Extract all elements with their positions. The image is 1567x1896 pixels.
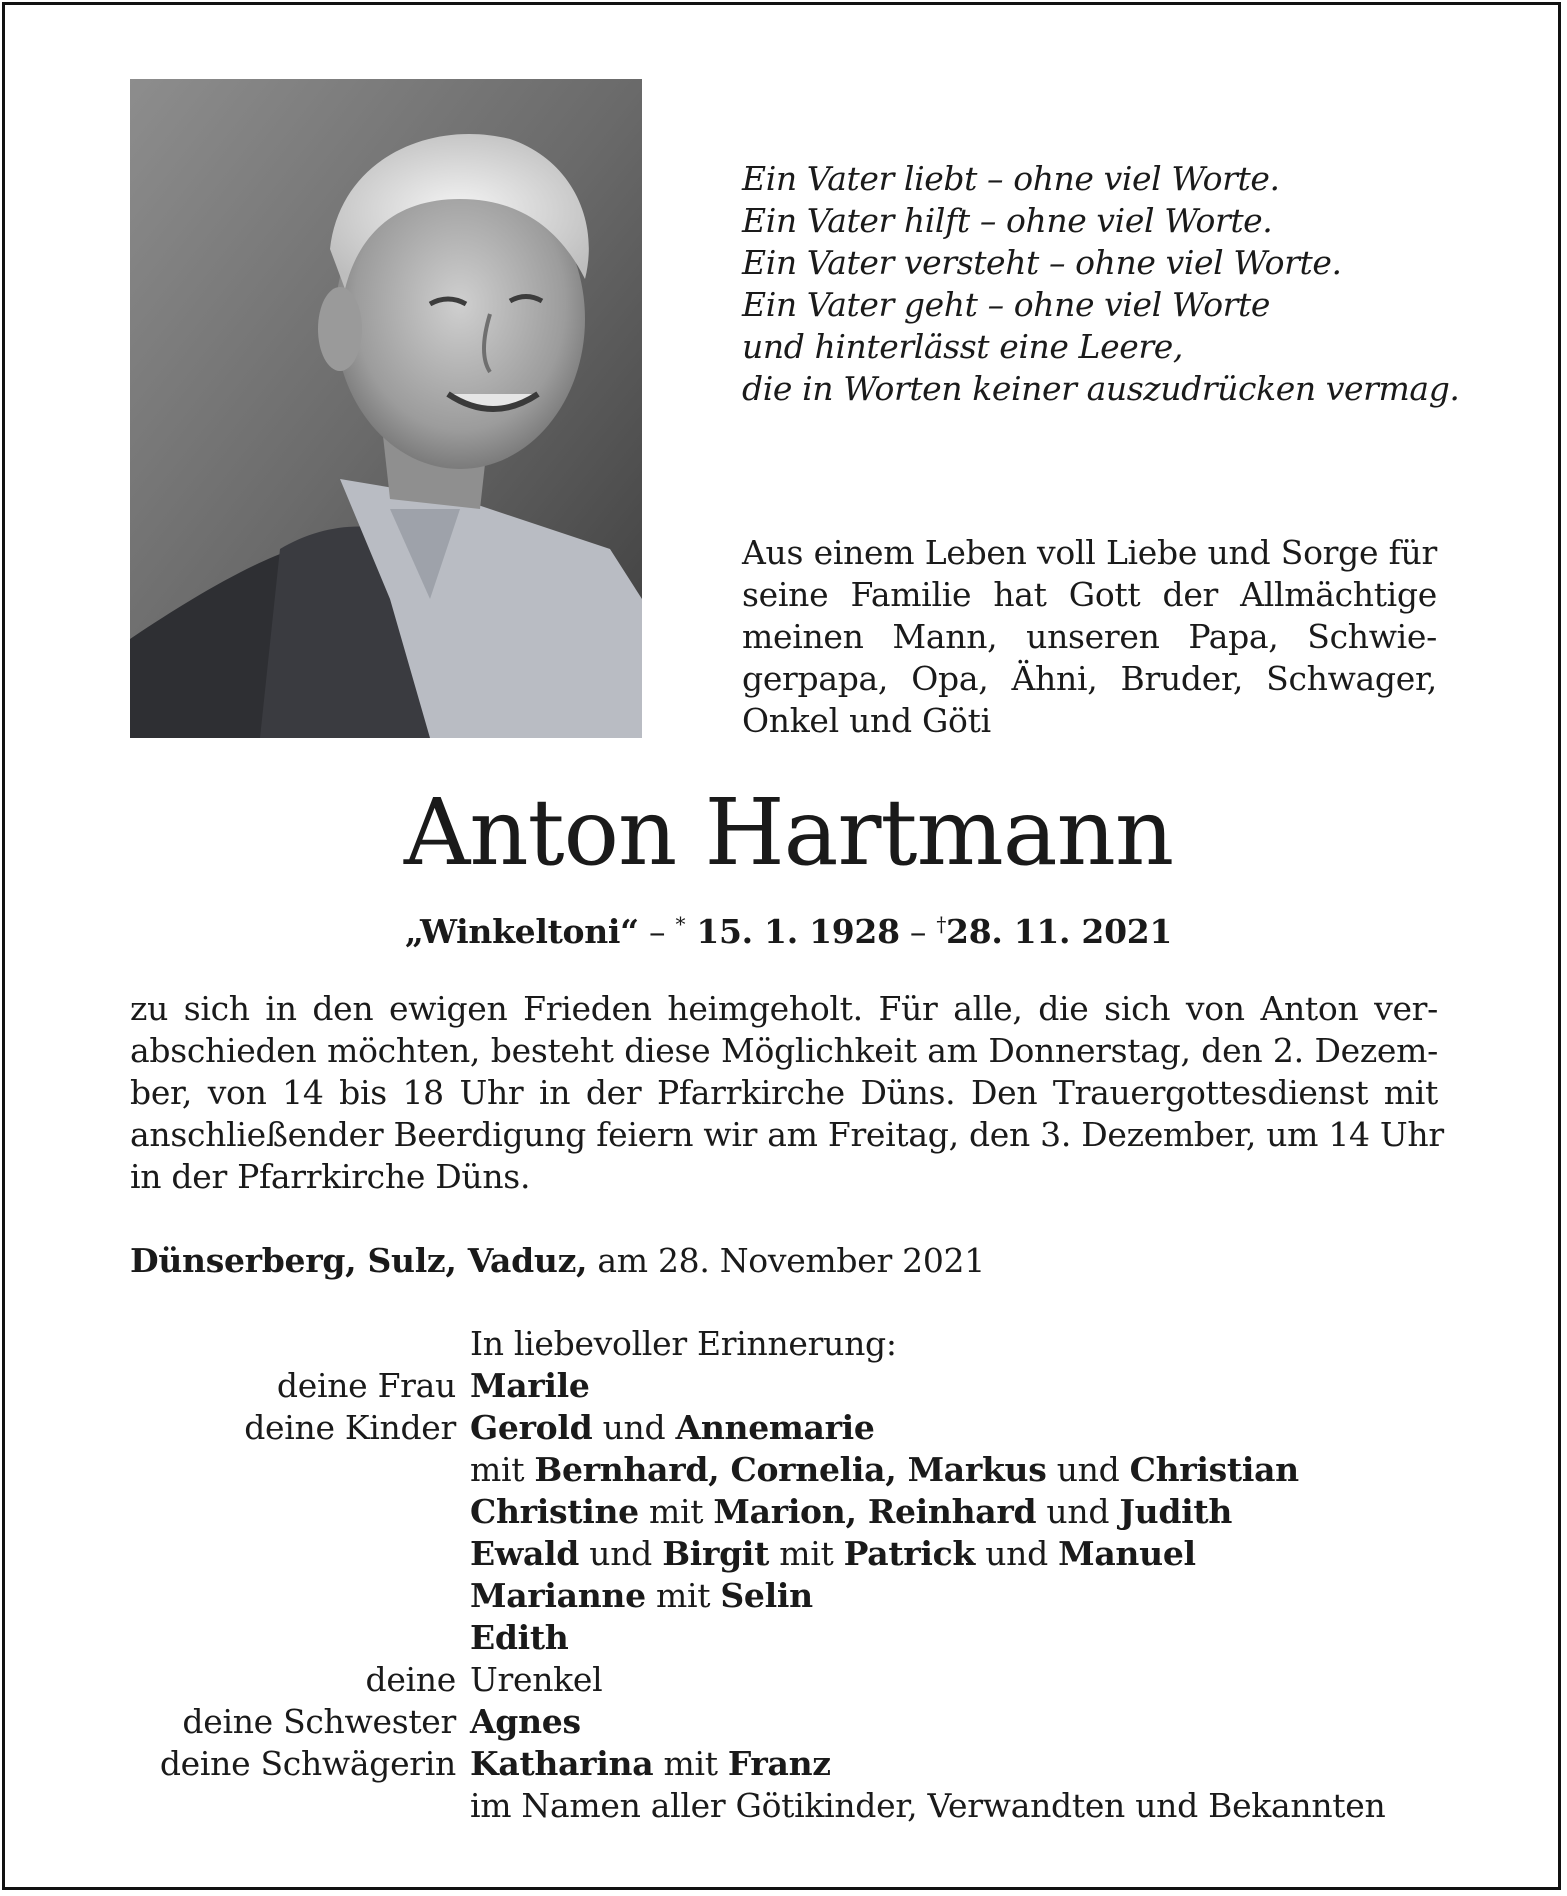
family-row xyxy=(130,1491,1450,1533)
nickname: „Winkeltoni“ xyxy=(404,912,639,951)
connector-text: Urenkel xyxy=(470,1660,603,1699)
relation-label xyxy=(130,1449,470,1491)
body-line: ber, von 14 bis 18 Uhr in der Pfarrkirche Düns. Den Trauergottesdienst mit xyxy=(130,1073,1438,1112)
body-line: abschieden möchten, besteht diese Möglichkeit am Donnerstag, den 2. Dezem- xyxy=(130,1031,1438,1070)
poem-line: Ein Vater versteht – ohne viel Worte. xyxy=(742,243,1342,282)
relation-label xyxy=(130,1617,470,1659)
family-row xyxy=(130,1659,1450,1701)
birth-date: 15. 1. 1928 xyxy=(685,912,900,951)
family-row xyxy=(130,1743,1450,1785)
intro-line: seine Familie hat Gott der Allmächtige xyxy=(742,575,1437,614)
family-row xyxy=(130,1365,1450,1407)
connector-text: mit xyxy=(638,1492,714,1531)
relation-label: deine Kinder xyxy=(244,1408,456,1447)
birth-mark: * xyxy=(675,912,686,936)
relative-name: Marianne xyxy=(470,1576,646,1615)
intro-line: meinen Mann, unseren Papa, Schwie- xyxy=(742,617,1437,656)
connector-text: mit xyxy=(645,1576,721,1615)
relative-name: Annemarie xyxy=(675,1408,875,1447)
relative-name: Judith xyxy=(1119,1492,1233,1531)
family-row xyxy=(130,1617,1450,1659)
death-date: 28. 11. 2021 xyxy=(946,912,1173,951)
connector-text: und xyxy=(592,1408,676,1447)
date: am 28. November 2021 xyxy=(587,1241,985,1280)
separator: – xyxy=(638,912,676,951)
connector-text: und xyxy=(1036,1492,1120,1531)
relation-label: deine Schwester xyxy=(182,1702,456,1741)
relative-name: Marile xyxy=(470,1366,590,1405)
connector-text: mit xyxy=(470,1450,535,1489)
relatives xyxy=(470,1617,1450,1659)
family-row xyxy=(130,1785,1450,1827)
relative-name: Gerold xyxy=(470,1408,593,1447)
intro-line: Aus einem Leben voll Liebe und Sorge für xyxy=(742,533,1437,572)
separator: – xyxy=(899,912,937,951)
relative-name: Franz xyxy=(727,1744,831,1783)
relative-name: Birgit xyxy=(662,1534,770,1573)
poem xyxy=(742,158,1460,410)
deceased-name-heading xyxy=(0,778,1567,888)
family-row xyxy=(130,1575,1450,1617)
funeral-details xyxy=(130,988,1444,1198)
relatives xyxy=(470,1407,1450,1449)
family-list xyxy=(130,1323,1450,1827)
relatives xyxy=(470,1365,1450,1407)
relation-label xyxy=(130,1575,470,1617)
intro-line: gerpapa, Opa, Ähni, Bruder, Schwager, xyxy=(742,659,1437,698)
poem-line: Ein Vater geht – ohne viel Worte xyxy=(742,285,1271,324)
relative-name: Patrick xyxy=(843,1534,975,1573)
body-line: zu sich in den ewigen Frieden heimgeholt. Für alle, die sich von Anton ver- xyxy=(130,989,1438,1028)
poem-line: Ein Vater liebt – ohne viel Worte. xyxy=(742,159,1280,198)
poem-line: und hinterlässt eine Leere, xyxy=(742,327,1183,366)
connector-text: und xyxy=(579,1534,663,1573)
family-heading: In liebevoller Erinnerung: xyxy=(470,1324,897,1363)
relatives xyxy=(470,1575,1450,1617)
relatives xyxy=(470,1449,1450,1491)
poem-line: die in Worten keiner auszudrücken vermag. xyxy=(742,369,1460,408)
relatives xyxy=(470,1743,1450,1785)
family-heading-row xyxy=(130,1323,1450,1365)
body-line: in der Pfarrkirche Düns. xyxy=(130,1157,531,1196)
relative-name: Edith xyxy=(470,1618,569,1657)
relation-label xyxy=(130,1785,470,1827)
death-mark: † xyxy=(936,912,947,936)
relative-name: Agnes xyxy=(470,1702,581,1741)
intro-paragraph xyxy=(742,532,1437,742)
family-row xyxy=(130,1533,1450,1575)
relatives xyxy=(470,1701,1450,1743)
portrait-photo xyxy=(130,79,642,738)
connector-text: und xyxy=(1046,1450,1130,1489)
relative-name: Selin xyxy=(720,1576,813,1615)
family-row xyxy=(130,1407,1450,1449)
relative-name: Katharina xyxy=(470,1744,654,1783)
deceased-name: Anton Hartmann xyxy=(403,779,1174,886)
relatives xyxy=(470,1659,1450,1701)
family-rows xyxy=(130,1365,1450,1827)
relation-label: deine Schwägerin xyxy=(159,1744,456,1783)
relative-name: Marion, Reinhard xyxy=(713,1492,1037,1531)
relation-label xyxy=(130,1491,470,1533)
life-dates xyxy=(0,902,1567,954)
connector-text: mit xyxy=(653,1744,728,1783)
connector-text: und xyxy=(975,1534,1059,1573)
family-row xyxy=(130,1701,1450,1743)
relative-name: Ewald xyxy=(470,1534,580,1573)
relative-name: Manuel xyxy=(1058,1534,1196,1573)
towns: Dünserberg, Sulz, Vaduz, xyxy=(130,1241,588,1280)
family-row xyxy=(130,1449,1450,1491)
relative-name: Christian xyxy=(1129,1450,1299,1489)
body-line: anschließender Beerdigung feiern wir am Freitag, den 3. Dezember, um 14 Uhr xyxy=(130,1115,1444,1154)
relation-label: deine Frau xyxy=(276,1366,456,1405)
relative-name: Bernhard, Cornelia, Markus xyxy=(534,1450,1047,1489)
relation-label: deine xyxy=(365,1660,456,1699)
intro-line: Onkel und Göti xyxy=(742,701,991,740)
relation-label xyxy=(130,1533,470,1575)
relatives xyxy=(470,1533,1450,1575)
relatives xyxy=(470,1785,1450,1827)
connector-text: im Namen aller Götikinder, Verwandten und Bekannten xyxy=(470,1786,1386,1825)
connector-text: mit xyxy=(769,1534,844,1573)
place-and-date xyxy=(130,1240,985,1282)
poem-line: Ein Vater hilft – ohne viel Worte. xyxy=(742,201,1273,240)
relative-name: Christine xyxy=(470,1492,639,1531)
relatives xyxy=(470,1491,1450,1533)
